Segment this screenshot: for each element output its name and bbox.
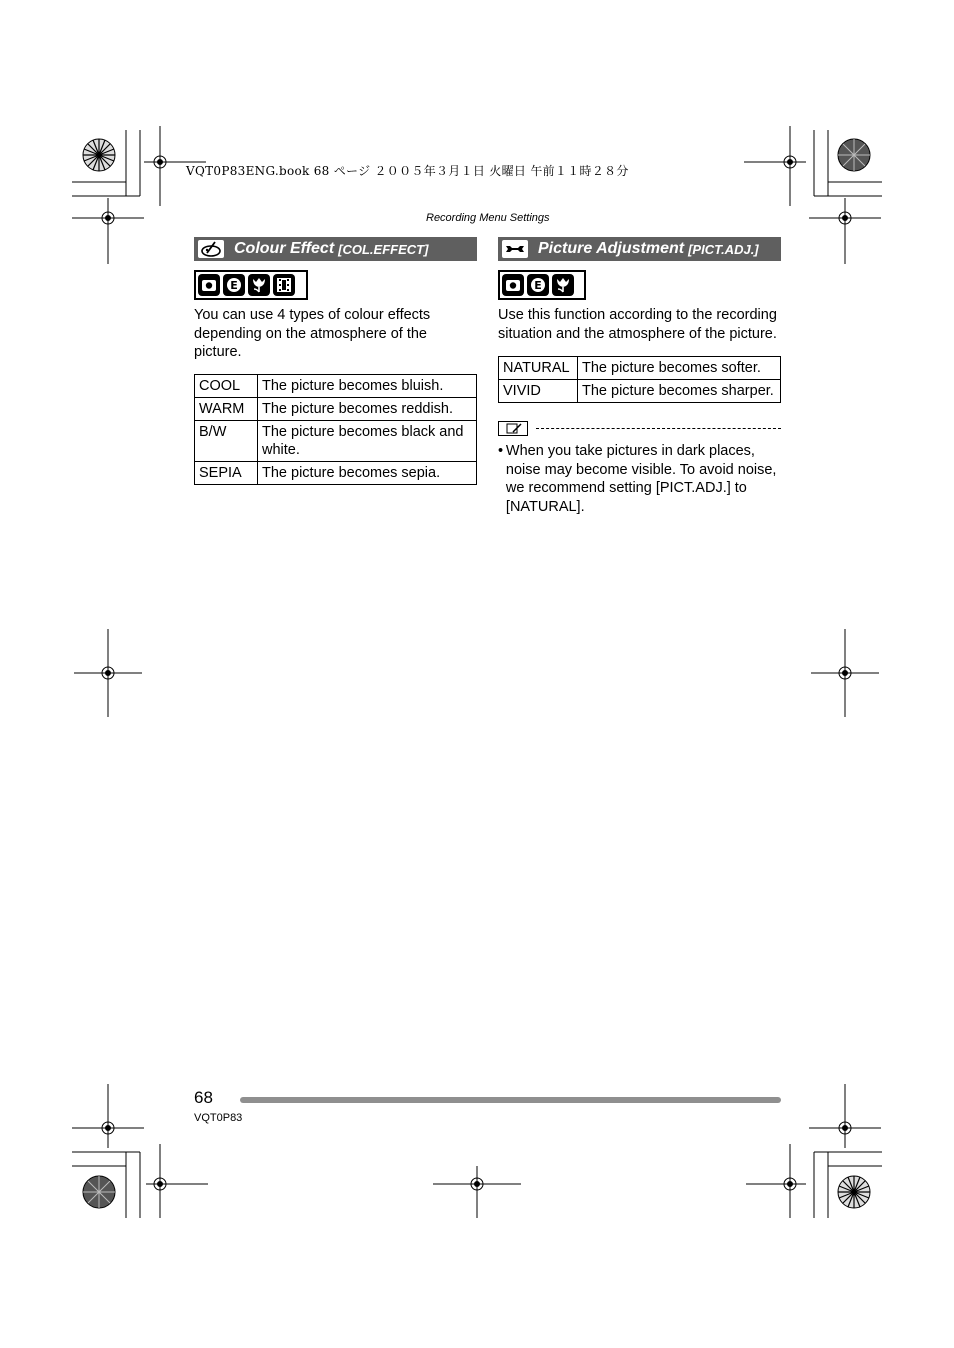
option-description: The picture becomes bluish.: [258, 374, 477, 397]
wrench-icon: [502, 240, 528, 258]
picture-adjustment-heading: [498, 237, 781, 261]
model-code: VQT0P83: [194, 1112, 243, 1124]
option-description: The picture becomes black and white.: [258, 420, 477, 461]
table-row: [499, 380, 781, 403]
macro-mode-icon: [248, 274, 270, 296]
table-row: [195, 374, 477, 397]
print-header: VQT0P83ENG.book 68 ページ ２００５年３月１日 火曜日 午前１１時２８分: [186, 164, 629, 178]
page-number: 68: [194, 1088, 213, 1107]
colour-effect-table: [194, 374, 477, 485]
economy-mode-icon: [223, 274, 245, 296]
option-name: B/W: [195, 420, 258, 461]
option-description: The picture becomes sharper.: [578, 380, 781, 403]
picture-adjustment-mode-icons: [498, 270, 586, 300]
picture-adjustment-code: [PICT.ADJ.]: [688, 241, 759, 257]
note-icon: [498, 421, 528, 436]
note-divider: [536, 428, 781, 429]
colour-effect-code: [COL.EFFECT]: [338, 241, 429, 257]
picture-adjustment-table: [498, 356, 781, 403]
picture-adjustment-description: Use this function according to the recording situation and the atmosphere of the picture.: [498, 307, 777, 342]
note-list-item: [498, 442, 781, 516]
note-bullet: •: [498, 443, 504, 459]
table-row: [195, 397, 477, 420]
normal-picture-mode-icon: [502, 274, 524, 296]
colour-effect-icon: [198, 240, 224, 258]
motion-picture-mode-icon: [273, 274, 295, 296]
svg-text:E: E: [230, 279, 238, 292]
note-text: When you take pictures in dark places, noise may become visible. To avoid noise, we recommend setting [PICT.ADJ.] to [NATURAL].: [505, 443, 777, 515]
option-name: COOL: [195, 374, 258, 397]
note-header: [498, 421, 781, 436]
colour-effect-section: [194, 237, 477, 485]
option-name: SEPIA: [195, 461, 258, 484]
table-row: [499, 357, 781, 380]
colour-effect-heading: [194, 237, 477, 261]
running-head: Recording Menu Settings: [426, 212, 550, 224]
option-name: NATURAL: [499, 357, 578, 380]
option-name: WARM: [195, 397, 258, 420]
svg-text:E: E: [534, 279, 542, 292]
table-row: [195, 420, 477, 461]
economy-mode-icon: [527, 274, 549, 296]
normal-picture-mode-icon: [198, 274, 220, 296]
footer-rule: [240, 1097, 781, 1103]
option-name: VIVID: [499, 380, 578, 403]
option-description: The picture becomes softer.: [578, 357, 781, 380]
table-row: [195, 461, 477, 484]
macro-mode-icon: [552, 274, 574, 296]
option-description: The picture becomes reddish.: [258, 397, 477, 420]
colour-effect-description: You can use 4 types of colour effects depending on the atmosphere of the picture.: [194, 307, 431, 360]
colour-effect-title: Colour Effect: [234, 240, 335, 257]
option-description: The picture becomes sepia.: [258, 461, 477, 484]
picture-adjustment-title: Picture Adjustment: [538, 240, 685, 257]
colour-effect-mode-icons: [194, 270, 308, 300]
picture-adjustment-section: [498, 237, 781, 516]
